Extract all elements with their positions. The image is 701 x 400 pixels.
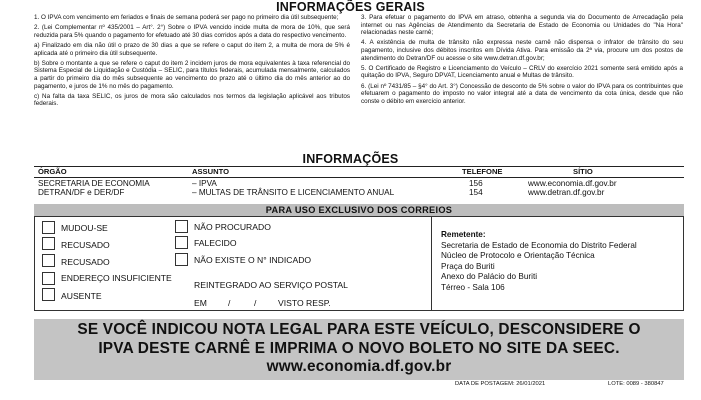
general-info-title: INFORMAÇÕES GERAIS [276,0,425,14]
em-label: EM [194,298,207,308]
info-paragraph: 3. Para efetuar o pagamento do IPVA em atraso, obtenha a segunda via do Documento de Arrecadação pela internet ou nas Agências de Atendimento da Secretaria de Estado de Economia ou Unidades do "Na Hora" relacionadas neste carnê; [361,14,683,37]
checkbox-falecido[interactable] [175,236,188,249]
checkbox-nao-existe-numero[interactable] [175,253,188,266]
checkbox-endereco-insuficiente[interactable] [42,272,55,285]
notice-line: SE VOCÊ INDICOU NOTA LEGAL PARA ESTE VEÍCULO, DESCONSIDERE O [77,321,641,338]
option-label: MUDOU-SE [61,223,108,233]
checkbox-mudou-se[interactable] [42,221,55,234]
option-label: NÃO EXISTE O N° INDICADO [194,255,312,265]
option-label: RECUSADO [61,257,110,267]
info-title: INFORMAÇÕES [302,152,399,166]
info-paragraph: 5. O Certificado de Registro e Licenciamento do Veículo – CRLV do exercício 2021 somente será emitido após a quitação do IPVA, Seguro DPVAT, Licenciamento anual e Multas de trânsito. [361,64,683,80]
table-row [0,188,701,198]
remetente-line: Anexo do Palácio do Buriti [441,272,538,282]
checkbox-nao-procurado[interactable] [175,220,188,233]
checkbox-recusado[interactable] [42,237,55,250]
assunto-cell: – IPVA [192,179,217,188]
option-label: RECUSADO [61,240,110,250]
orgao-cell: SECRETARIA DE ECONOMIA [38,179,150,188]
date-slash: / [254,298,257,308]
telefone-cell: 154 [469,188,483,197]
info-paragraph: 2. (Lei Complementar nº 435/2001 – Art°. 2°) Sobre o IPVA vencido incide multa de mora de 10%, que será reduzida para 5% quando o pagamento for efetuado até 30 dias corridos após a data do respectivo vencimento. [34,24,350,39]
remetente-block [441,230,681,294]
header-orgao: ÓRGÃO [38,167,67,176]
info-paragraph: b) Sobre o montante a que se refere o caput do item 2 incidem juros de mora equivalentes à taxa referencial do Sistema Especial de Liquidação e Custódia – SELIC, para títulos federais, acumulada mensalmente, calculados a partir do primeiro dia do mês subsequente ao vencimento do prazo até o último dia do mês anterior ao do pagamento, e juros de 1% no mês do pagamento. [34,59,350,90]
checkbox-recusado-2[interactable] [42,254,55,267]
reintegrado-label: REINTEGRADO AO SERVIÇO POSTAL [194,280,348,290]
option-label: AUSENTE [61,291,102,301]
remetente-line: Secretaria de Estado de Economia do Distrito Federal [441,240,637,250]
orgao-cell: DETRAN/DF e DER/DF [38,188,125,197]
remetente-line: Núcleo de Protocolo e Orientação Técnica [441,251,595,261]
info-paragraph: 1. O IPVA com vencimento em feriados e finais de semana poderá ser pago no primeiro dia útil subsequente; [34,14,339,21]
remetente-label: Remetente: [441,230,486,239]
option-label: ENDEREÇO INSUFICIENTE [61,273,172,283]
data-postagem: DATA DE POSTAGEM: 26/01/2021 [455,381,546,387]
divider [34,177,684,178]
remetente-line: Praça do Buriti [441,261,495,271]
sitio-cell: www.detran.df.gov.br [528,188,605,197]
info-paragraph: 6. (Lei nº 7431/85 – §4° do Art. 3°) Concessão de desconto de 5% sobre o valor do IPVA para os contribuintes que efetuarem o pagamento do imposto no valor integral até a data de vencimento da cota única, desde que não conste o débito em exercício anterior. [361,82,683,105]
notice-url: www.economia.df.gov.br [266,358,452,375]
checkbox-ausente[interactable] [42,288,55,301]
notice-line: IPVA DESTE CARNÊ E IMPRIMA O NOVO BOLETO NO SITE DA SEEC. [98,339,620,357]
header-telefone: TELEFONE [462,167,503,176]
visto-resp-label: VISTO RESP. [278,298,331,308]
general-info-right-column [361,14,683,108]
correios-title-band: PARA USO EXCLUSIVO DOS CORREIOS [34,204,684,216]
remetente-line: Térreo - Sala 106 [441,282,505,292]
header-assunto: ASSUNTO [192,167,229,176]
date-slash: / [228,298,231,308]
sitio-cell: www.economia.df.gov.br [528,179,617,188]
option-label: FALECIDO [194,238,237,248]
info-paragraph: a) Finalizado em dia não útil o prazo de 30 dias a que se refere o caput do item 2, a multa de mora de 5% é aplicada até o primeiro dia útil subsequente. [34,41,350,57]
info-paragraph: c) Na falta da taxa SELIC, os juros de mora são calculados nos termos da legislação aplicável aos tributos federais. [34,92,350,108]
telefone-cell: 156 [469,179,483,188]
assunto-cell: – MULTAS DE TRÂNSITO E LICENCIAMENTO ANUAL [192,188,395,197]
divider [431,216,432,311]
general-info-left-column [34,14,350,111]
info-paragraph: 4. A existência de multa de trânsito não expressa neste carnê não dispensa o infrator de trânsito do seu pagamento, inclusive dos débitos inscritos em Dívida Ativa. Para emissão da 2ª via, procure um dos postos de atendimento do Detran/DF ou acesse o site www.detran.df.gov.br; [361,39,683,62]
lote-number: LOTE: 0089 - 380847 [608,381,664,387]
option-label: NÃO PROCURADO [194,222,271,232]
nota-legal-notice [34,319,684,380]
header-sitio: SÍTIO [573,167,593,176]
